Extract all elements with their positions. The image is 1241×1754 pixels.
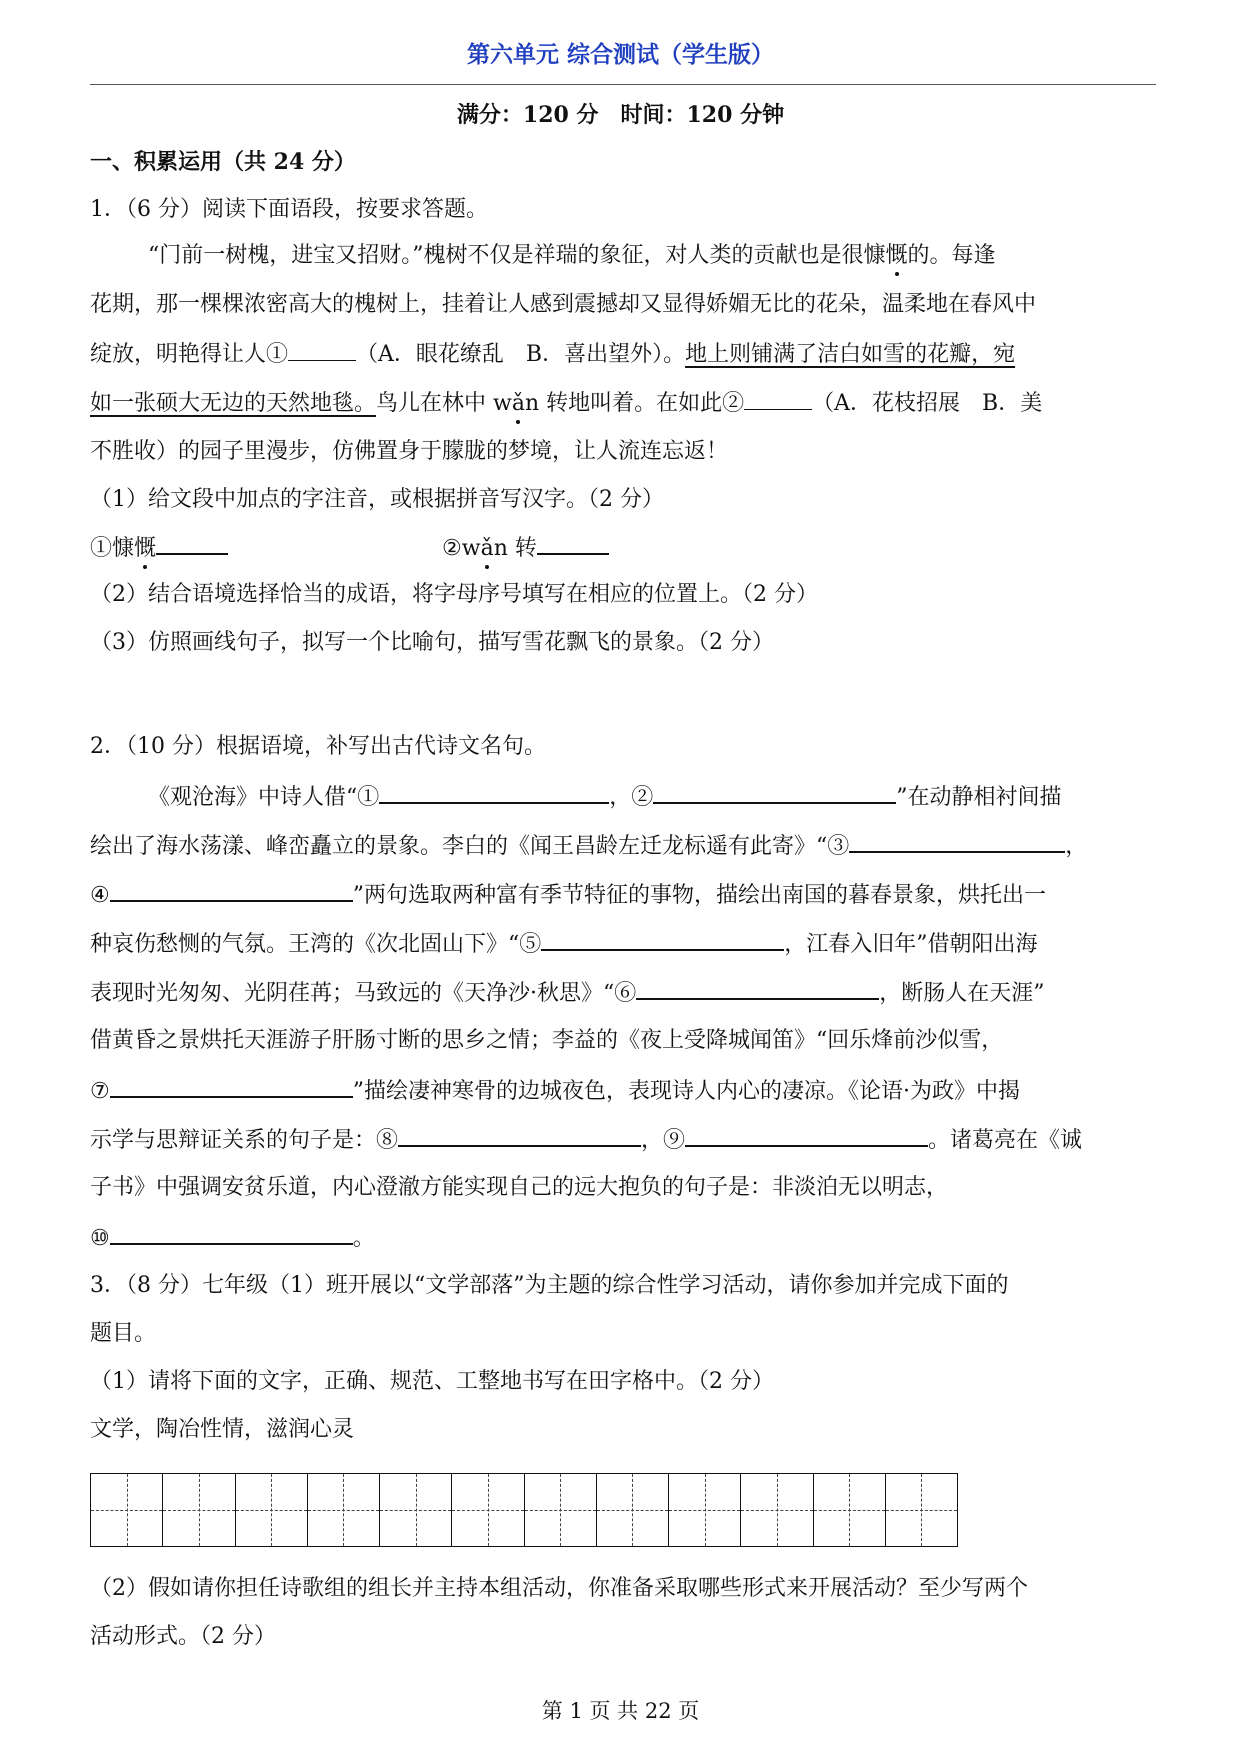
poem-text: 。 [352,1226,375,1251]
tianzige-cell[interactable] [669,1474,741,1546]
tianzige-cell[interactable] [814,1474,886,1546]
score-time-line: 满分：120 分 时间：120 分钟 [456,102,785,128]
passage-text: 绽放，明艳得让人① [90,342,289,367]
tianzige-cell[interactable] [236,1474,308,1546]
q3-stem-line-2: 题目。 [90,1321,157,1346]
poem-text: 绘出了海水荡漾、峰峦矗立的景象。李白的《闻王昌龄左迁龙标遥有此寄》“③ [90,834,850,859]
poem-text: ”在动静相衬间描 [896,785,1062,810]
passage-text: 鸟儿在林中 w [376,391,512,416]
passage-text: “门前一树槐，进宝又招财。”槐树不仅是祥瑞的象征，对人类的贡献也是很慷 [148,243,886,268]
poem-text: ， [1065,834,1088,859]
dotted-char: 慨 [134,536,157,561]
answer-blank[interactable] [156,531,228,555]
section-title: 一、积累运用（共 24 分） [90,149,356,175]
underlined-sentence: 如一张硕大无边的天然地毯。 [90,391,377,416]
q2-line-3 [90,878,1156,912]
page-number: 第 1 页 共 22 页 [541,1699,700,1723]
answer-label: ②w [442,536,481,561]
q1-passage-line-3 [90,338,1156,371]
tianzige-cell[interactable] [525,1474,597,1546]
q1-passage-line-4 [90,387,1156,420]
q2-line-9: 子书》中强调安贫乐道，内心澄澈方能实现自己的远大抱负的句子是：非淡泊无以明志， [90,1175,949,1200]
q1-passage-line-5: 不胜收）的园子里漫步，仿佛置身于朦胧的梦境，让人流连忘返！ [90,439,729,464]
answer-blank[interactable] [849,829,1065,853]
tianzige-cell[interactable] [597,1474,669,1546]
answer-blank[interactable] [110,878,353,902]
poem-text: ⑦ [90,1079,110,1104]
q3-sub1: （1）请将下面的文字，正确、规范、工整地书写在田字格中。（2 分） [90,1369,774,1394]
passage-text: n 转地叫着。在如此② [524,391,745,416]
q1-sub2: （2）结合语境选择恰当的成语，将字母序号填写在相应的位置上。（2 分） [90,582,818,607]
q1-passage-line-2: 花期，那一棵棵浓密高大的槐树上，挂着让人感到震撼却又显得娇媚无比的花朵，温柔地在春风中 [90,292,1037,317]
poem-text: ，断肠人在天涯” [879,981,1045,1006]
answer-label: ①慷 [90,536,135,561]
answer-blank[interactable] [653,780,896,804]
q3-copy-text: 文学，陶冶性情，滋润心灵 [90,1417,355,1442]
q2-line-2 [90,829,1156,863]
q1-sub3: （3）仿照画线句子，拟写一个比喻句，描写雪花飘飞的景象。（2 分） [90,630,774,655]
q2-line-6: 借黄昏之景烘托天涯游子肝肠寸断的思乡之情；李益的《夜上受降城闻笛》“回乐烽前沙似雪， [90,1028,1004,1053]
answer-label: n 转 [493,536,537,561]
header-divider [90,84,1156,85]
poem-text: ④ [90,883,110,908]
tianzige-grid[interactable] [90,1473,958,1547]
q2-line-8 [90,1123,1156,1157]
poem-text: ”两句选取两种富有季节特征的事物，描绘出南国的暮春景象，烘托出一 [352,883,1046,908]
poem-text: 种哀伤愁恻的气氛。王湾的《次北固山下》“⑤ [90,932,542,957]
poem-text: 《观沧海》中诗人借“① [148,785,380,810]
answer-blank[interactable] [541,927,784,951]
answer-blank[interactable] [110,1074,353,1098]
poem-text: 表现时光匆匆、光阴荏苒；马致远的《天净沙·秋思》“⑥ [90,981,637,1006]
q3-stem-line-1: 3．（8 分）七年级（1）班开展以“文学部落”为主题的综合性学习活动，请你参加并完成下面的 [90,1273,1009,1298]
q1-sub1-answers [90,531,1156,565]
answer-blank[interactable] [398,1123,641,1147]
q1-passage-line-1 [148,240,1156,272]
dotted-char: ǎ [511,391,525,416]
passage-text: （A．花枝招展 B．美 [812,391,1043,416]
tianzige-cell[interactable] [886,1474,957,1546]
poem-text: ，⑨ [641,1128,686,1153]
tianzige-cell[interactable] [91,1474,163,1546]
answer-blank[interactable] [636,976,879,1000]
q2-line-1 [148,780,1156,814]
poem-text: 。诸葛亮在《诚 [928,1128,1083,1153]
q2-line-10 [90,1221,1156,1255]
poem-text: ，② [609,785,654,810]
q3-sub2-line-2: 活动形式。（2 分） [90,1624,276,1649]
q1-sub1: （1）给文段中加点的字注音，或根据拼音写汉字。（2 分） [90,487,664,512]
page-title: 第六单元 综合测试（学生版） [466,41,774,68]
passage-text: 的。每逢 [907,243,996,268]
answer-blank[interactable] [110,1221,353,1245]
tianzige-cell[interactable] [163,1474,235,1546]
answer-blank[interactable] [537,531,609,555]
q2-stem: 2．（10 分）根据语境，补写出古代诗文名句。 [90,734,546,759]
answer-blank[interactable] [744,387,812,410]
underlined-sentence: 地上则铺满了洁白如雪的花瓣，宛 [685,342,1016,367]
tianzige-cell[interactable] [741,1474,813,1546]
poem-text: 示学与思辩证关系的句子是：⑧ [90,1128,399,1153]
q2-line-7 [90,1074,1156,1108]
answer-blank[interactable] [379,780,609,804]
q1-stem: 1．（6 分）阅读下面语段，按要求答题。 [90,197,488,222]
answer-blank[interactable] [288,338,356,361]
dotted-char: ǎ [480,536,494,561]
q3-sub2-line-1: （2）假如请你担任诗歌组的组长并主持本组活动，你准备采取哪些形式来开展活动？至少写两个 [90,1576,1029,1601]
q2-line-4 [90,927,1156,961]
tianzige-cell[interactable] [452,1474,524,1546]
dotted-char: 慨 [885,243,908,268]
passage-text: （A．眼花缭乱 B．喜出望外）。 [356,342,686,367]
answer-blank[interactable] [685,1123,928,1147]
poem-text: ，江春入旧年”借朝阳出海 [784,932,1038,957]
poem-text: ⑩ [90,1226,110,1251]
q2-line-5 [90,976,1156,1010]
tianzige-cell[interactable] [380,1474,452,1546]
tianzige-cell[interactable] [308,1474,380,1546]
poem-text: ”描绘凄神寒骨的边城夜色，表现诗人内心的凄凉。《论语·为政》中揭 [352,1079,1020,1104]
